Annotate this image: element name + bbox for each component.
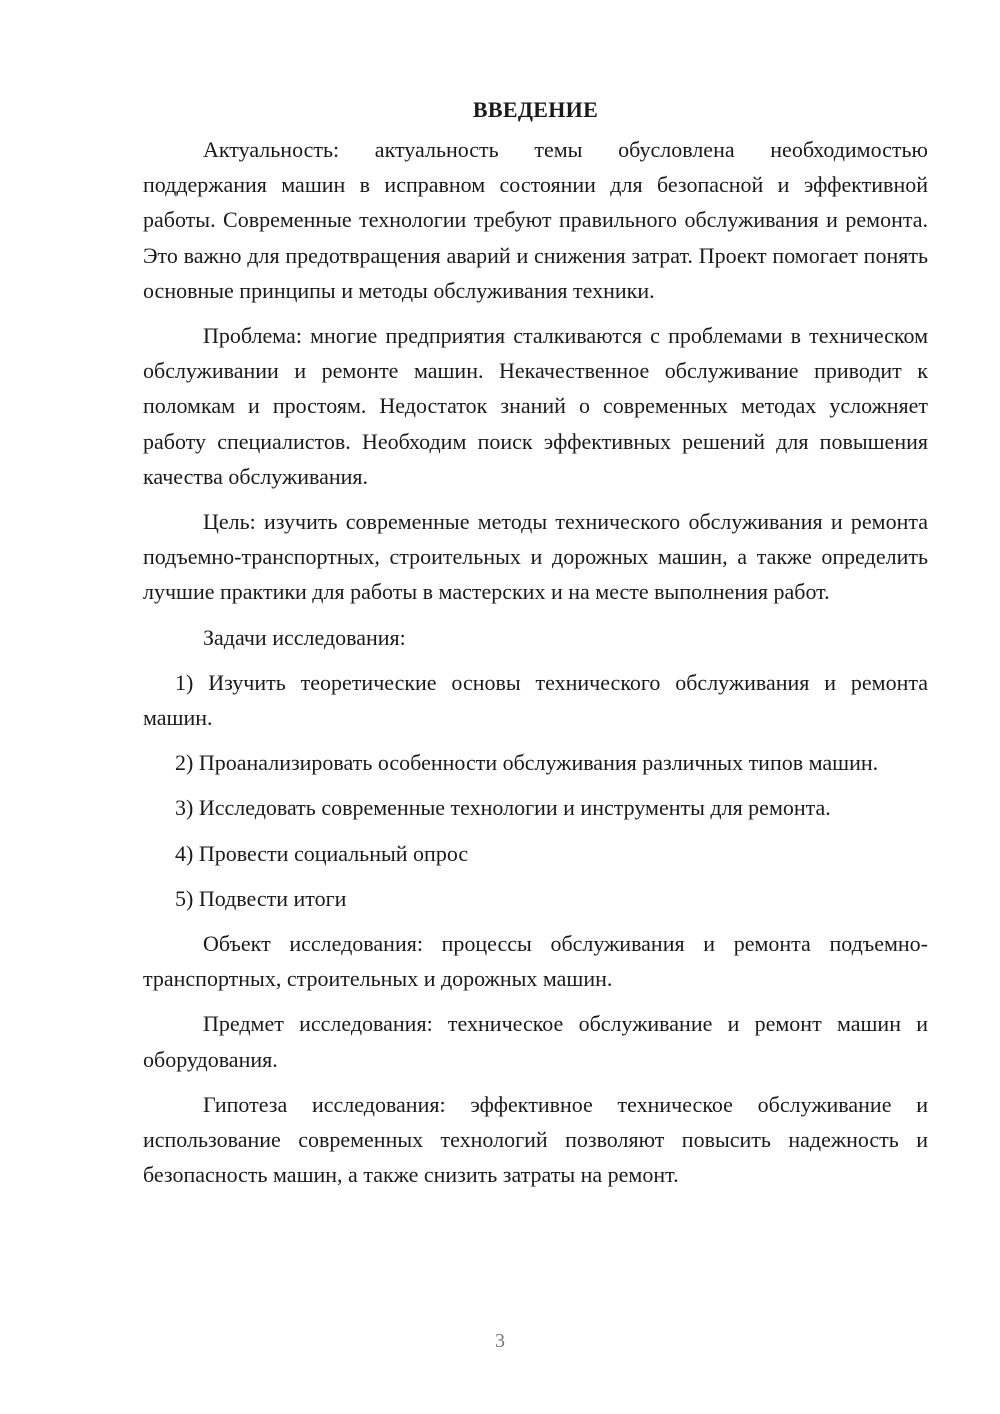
task-item: 4) Провести социальный опрос [175,840,469,866]
task-item: 1) Изучить теоретические основы технического обслуживания и ремонта машин. [143,669,928,731]
paragraph-goal: Цель: изучить современные методы технического обслуживания и ремонта подъемно-транспортных, строительных и дорожных машин, а также определить лучшие практики для работы в мастерских и на месте выполнения работ. [143,509,928,605]
page-number: 3 [495,1330,505,1352]
task-item: 5) Подвести итоги [175,885,347,911]
page-title: ВВЕДЕНИЕ [472,97,599,122]
paragraph-tasks-heading: Задачи исследования: [203,624,406,650]
paragraph-hypothesis: Гипотеза исследования: эффективное техническое обслуживание и использование современных технологий позволяют повысить надежность и безопасность машин, а также снизить затраты на ремонт. [143,1091,928,1188]
paragraph-subject: Предмет исследования: техническое обслуживание и ремонт машин и оборудования. [143,1011,928,1072]
task-item: 3) Исследовать современные технологии и инструменты для ремонта. [175,795,831,821]
paragraph-relevance: Актуальность: актуальность темы обусловлена необходимостью поддержания машин в исправном состоянии для безопасной и эффективной работы. Современные технологии требуют правильного обслуживания и ремонта. Это важно для предотвращения аварий и снижения затрат. Проект помогает понять основные принципы и методы обслуживания техники. [143,137,928,303]
paragraph-problem: Проблема: многие предприятия сталкиваются с проблемами в техническом обслуживании и ремонте машин. Некачественное обслуживание приводит к поломкам и простоям. Недостаток знаний о современных методах усложняет работу специалистов. Необходим поиск эффективных решений для повышения качества обслуживания. [143,323,928,489]
task-item: 2) Проанализировать особенности обслуживания различных типов машин. [175,750,879,776]
paragraph-object: Объект исследования: процессы обслуживания и ремонта подъемно-транспортных, строительных и дорожных машин. [143,931,928,992]
